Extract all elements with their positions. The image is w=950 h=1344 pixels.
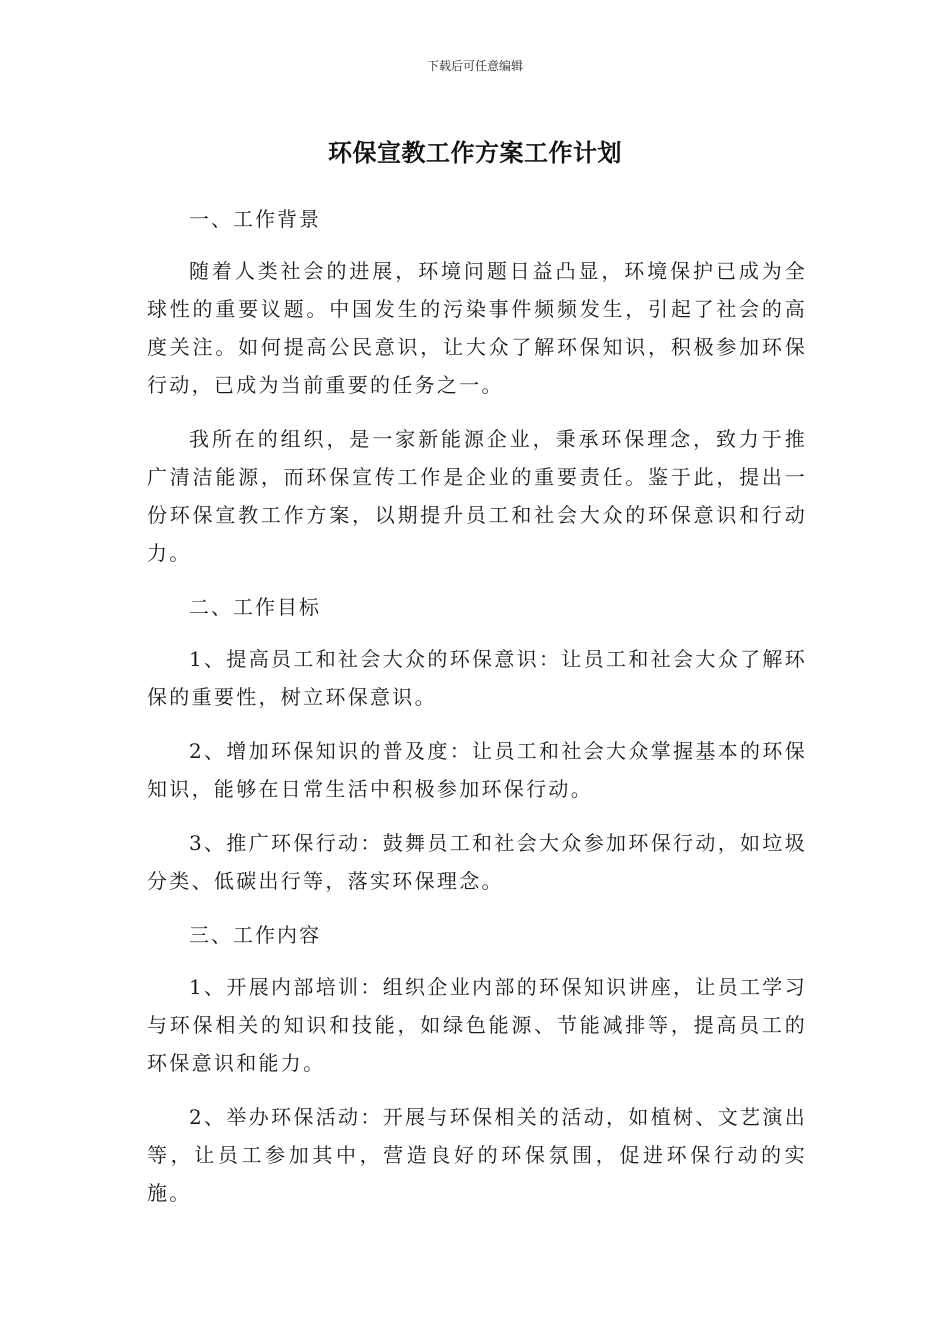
goal-item-1: 1、提高员工和社会大众的环保意识：让员工和社会大众了解环保的重要性，树立环保意识。 bbox=[147, 647, 807, 709]
document-body bbox=[147, 200, 807, 1212]
content-item-1: 1、开展内部培训：组织企业内部的环保知识讲座，让员工学习与环保相关的知识和技能，如绿色能源、节能减排等，提高员工的环保意识和能力。 bbox=[147, 975, 807, 1075]
section-heading-goals: 二、工作目标 bbox=[189, 595, 321, 619]
document-title: 环保宣教工作方案工作计划 bbox=[328, 139, 622, 167]
section-heading-background: 一、工作背景 bbox=[189, 207, 321, 231]
paragraph-background-2: 我所在的组织，是一家新能源企业，秉承环保理念，致力于推广清洁能源，而环保宣传工作是企业的重要责任。鉴于此，提出一份环保宣教工作方案，以期提升员工和社会大众的环保意识和行动力。 bbox=[147, 427, 807, 565]
goal-item-3: 3、推广环保行动：鼓舞员工和社会大众参加环保行动，如垃圾分类、低碳出行等，落实环保理念。 bbox=[147, 831, 807, 893]
content-item-2: 2、举办环保活动：开展与环保相关的活动，如植树、文艺演出等，让员工参加其中，营造良好的环保氛围，促进环保行动的实施。 bbox=[147, 1105, 807, 1205]
goal-item-2: 2、增加环保知识的普及度：让员工和社会大众掌握基本的环保知识，能够在日常生活中积极参加环保行动。 bbox=[147, 739, 807, 801]
header-note: 下载后可任意编辑 bbox=[426, 59, 523, 73]
paragraph-background-1: 随着人类社会的进展，环境问题日益凸显，环境保护已成为全球性的重要议题。中国发生的污染事件频频发生，引起了社会的高度关注。如何提高公民意识，让大众了解环保知识，积极参加环保行动，已成为当前重要的任务之一。 bbox=[147, 259, 807, 397]
section-heading-content: 三、工作内容 bbox=[189, 923, 321, 947]
